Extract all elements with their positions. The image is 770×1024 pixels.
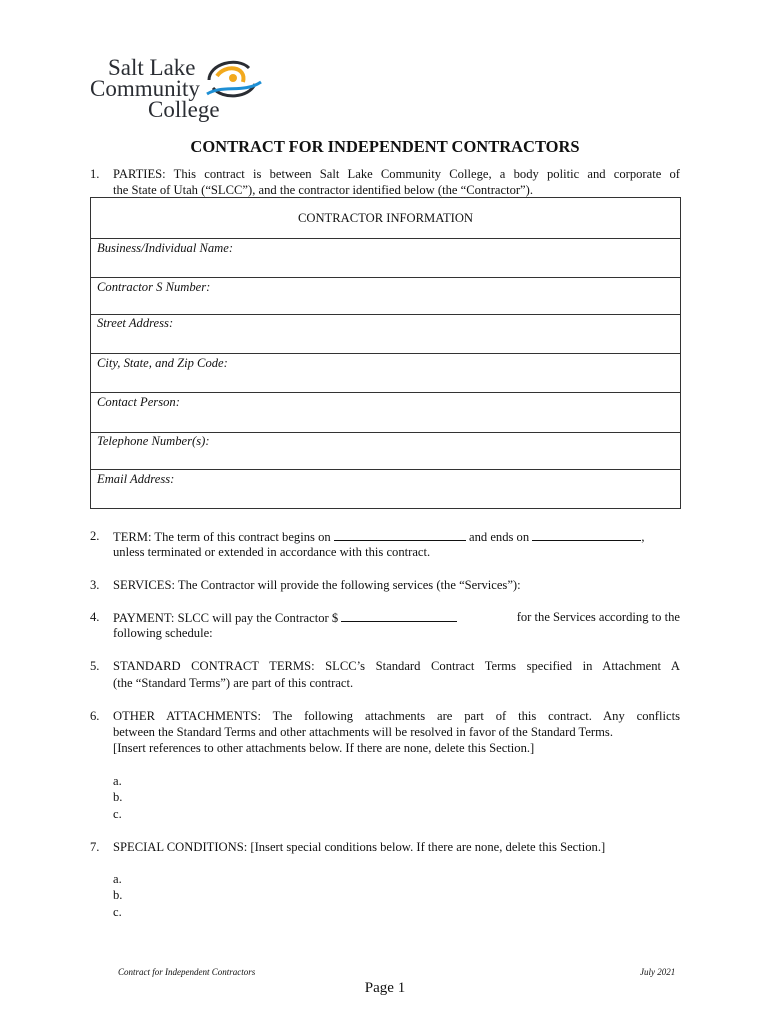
section-5-line-2: (the “Standard Terms”) are part of this contract. <box>113 676 354 690</box>
term-comma: , <box>641 530 645 544</box>
section-7-text: SPECIAL CONDITIONS: [Insert special conditions below. If there are none, delete this Section.] <box>113 840 606 854</box>
term-start-blank[interactable] <box>334 528 466 541</box>
section-2-line-1 <box>113 528 683 546</box>
contact-person-field[interactable]: Contact Person: <box>97 395 180 409</box>
section-1-line-2: the State of Utah (“SLCC”), and the contractor identified below (the “Contractor”). <box>113 183 533 197</box>
email-field[interactable]: Email Address: <box>97 472 175 486</box>
city-state-zip-field[interactable]: City, State, and Zip Code: <box>97 356 228 370</box>
footer-date: July 2021 <box>640 967 676 977</box>
section-1-number: 1. <box>90 167 100 181</box>
section-4-line-1 <box>113 609 680 627</box>
section-6-item-c: c. <box>113 807 122 821</box>
page-number: Page 1 <box>364 980 406 996</box>
section-2-number: 2. <box>90 529 100 543</box>
section-5-number: 5. <box>90 659 100 673</box>
term-end-label: and ends on <box>468 530 530 544</box>
payment-label: PAYMENT: SLCC will pay the Contractor $ <box>113 611 339 625</box>
section-6-item-b: b. <box>113 790 123 804</box>
contractor-info-table <box>90 197 681 509</box>
info-row-divider <box>91 469 680 470</box>
section-7-item-a: a. <box>113 872 122 886</box>
section-3-text: SERVICES: The Contractor will provide the following services (the “Services”): <box>113 578 521 592</box>
section-7-number: 7. <box>90 840 100 854</box>
section-6-number: 6. <box>90 709 100 723</box>
info-row-divider <box>91 277 680 278</box>
section-6-line-2: between the Standard Terms and other attachments will be resolved in favor of the Standard Terms. <box>113 725 613 739</box>
section-4-number: 4. <box>90 610 100 624</box>
business-name-field[interactable]: Business/Individual Name: <box>97 241 234 255</box>
info-row-divider <box>91 353 680 354</box>
section-7-item-c: c. <box>113 905 122 919</box>
street-address-field[interactable]: Street Address: <box>97 316 174 330</box>
logo-swirl-icon <box>203 54 263 106</box>
footer-doc-name: Contract for Independent Contractors <box>118 967 256 977</box>
section-7-item-b: b. <box>113 888 123 902</box>
info-row-divider <box>91 314 680 315</box>
s-number-field[interactable]: Contractor S Number: <box>97 280 211 294</box>
contractor-info-header: CONTRACTOR INFORMATION <box>297 211 474 225</box>
logo-line-1: Salt Lake <box>108 55 196 80</box>
info-row-divider <box>91 238 680 239</box>
document-title: CONTRACT FOR INDEPENDENT CONTRACTORS <box>190 137 580 156</box>
section-4-line-2: following schedule: <box>113 626 213 640</box>
section-2-line-2: unless terminated or extended in accordance with this contract. <box>113 545 431 559</box>
term-label: TERM: The term of this contract begins on <box>113 530 331 544</box>
college-logo <box>90 52 270 124</box>
section-1-line-1: PARTIES: This contract is between Salt Lake Community College, a body politic and corporate of <box>113 167 680 181</box>
payment-amount-blank[interactable] <box>341 609 457 622</box>
section-6-line-1: OTHER ATTACHMENTS: The following attachments are part of this contract. Any conflicts <box>113 709 680 723</box>
info-row-divider <box>91 392 680 393</box>
section-3-number: 3. <box>90 578 100 592</box>
telephone-field[interactable]: Telephone Number(s): <box>97 434 210 448</box>
section-6-item-a: a. <box>113 774 122 788</box>
logo-line-2: Community <box>90 76 200 101</box>
payment-suffix: for the Services according to the <box>516 610 680 624</box>
section-5-line-1: STANDARD CONTRACT TERMS: SLCC’s Standard Contract Terms specified in Attachment A <box>113 659 680 673</box>
info-row-divider <box>91 432 680 433</box>
term-end-blank[interactable] <box>532 528 641 541</box>
section-6-line-3: [Insert references to other attachments below. If there are none, delete this Section.] <box>113 741 535 755</box>
logo-line-3: College <box>148 97 220 122</box>
